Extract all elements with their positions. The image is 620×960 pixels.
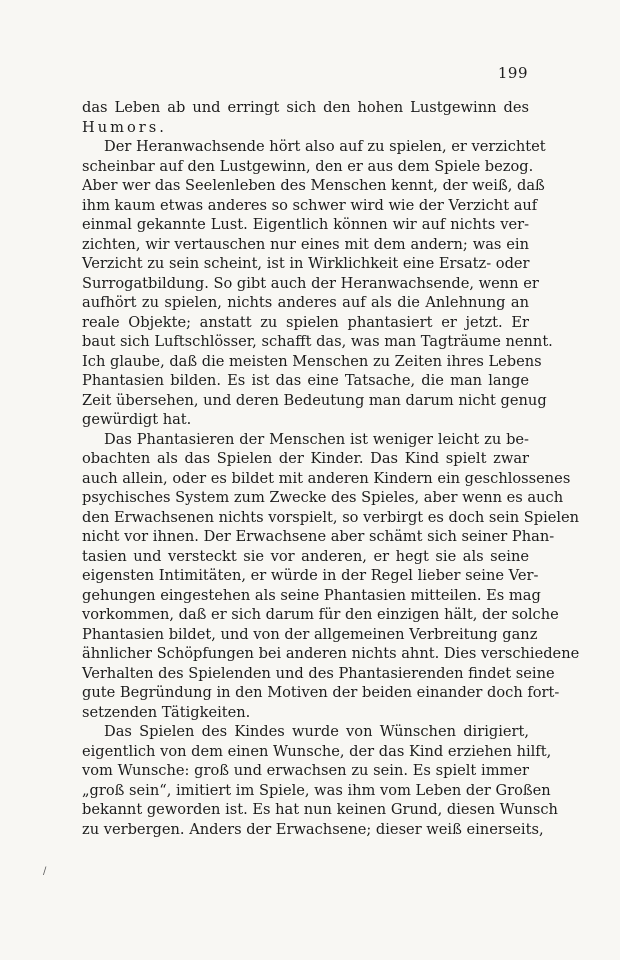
text-line: bekannt geworden ist. Es hat nun keinen Grund, diesen Wunsch	[82, 801, 558, 818]
text-line: vorkommen, daß er sich darum für den einzigen hält, der solche	[82, 606, 559, 623]
text-line: zichten, wir vertauschen nur eines mit dem andern; was ein	[82, 235, 529, 253]
text-line: setzenden Tätigkeiten.	[82, 703, 251, 721]
text-line: eigensten Intimitäten, er würde in der Regel lieber seine Ver-	[82, 567, 539, 584]
text-line: auch allein, oder es bildet mit anderen Kindern ein geschlossenes	[82, 469, 571, 487]
text-line: psychisches System zum Zwecke des Spieles, aber wenn es auch	[82, 489, 564, 506]
text-line: ihm kaum etwas anderes so schwer wird wie der Verzicht auf	[82, 196, 538, 214]
text-line: den Erwachsenen nichts vorspielt, so verbirgt es doch sein Spielen	[82, 508, 580, 526]
text-line: Zeit übersehen, und deren Bedeutung man darum nicht genug	[82, 391, 547, 409]
text-line: Humors.	[82, 118, 167, 136]
text-line: eigentlich von dem einen Wunsche, der das Kind erziehen hilft,	[82, 742, 552, 760]
text-line: tasien und versteckt sie vor anderen, er hegt sie als seine	[82, 547, 529, 565]
text-line: nicht vor ihnen. Der Erwachsene aber schämt sich seiner Phan-	[82, 528, 555, 545]
text-line: vom Wunsche: groß und erwachsen zu sein. Es spielt immer	[82, 762, 529, 779]
text-line: Phantasien bilden. Es ist das eine Tatsache, die man lange	[82, 372, 529, 389]
text-line: reale Objekte; anstatt zu spielen phantasiert er jetzt. Er	[82, 313, 529, 331]
text-line: Phantasien bildet, und von der allgemeinen Verbreitung ganz	[82, 625, 538, 643]
text-line: „groß sein“, imitiert im Spiele, was ihm vom Leben der Großen	[82, 781, 551, 799]
text-line: aufhört zu spielen, nichts anderes auf als die Anlehnung an	[82, 294, 529, 311]
page-number: 199	[497, 64, 528, 82]
text-line: Das Spielen des Kindes wurde von Wünschen dirigiert,	[104, 723, 529, 740]
body-text	[82, 98, 580, 839]
text-line: gute Begründung in den Motiven der beiden einander doch fort-	[82, 684, 560, 701]
text-line: Verzicht zu sein scheint, ist in Wirklichkeit eine Ersatz- oder	[82, 255, 530, 272]
text-line: Das Phantasieren der Menschen ist weniger leicht zu be-	[104, 430, 529, 448]
text-line: ähnlicher Schöpfungen bei anderen nichts ahnt. Dies verschiedene	[82, 645, 580, 662]
text-line: baut sich Luftschlösser, schafft das, was man Tagträume nennt.	[82, 333, 553, 350]
margin-mark: /	[43, 866, 47, 877]
text-line: Verhalten des Spielenden und des Phantasierenden findet seine	[82, 664, 555, 682]
text-line: zu verbergen. Anders der Erwachsene; dieser weiß einerseits,	[82, 820, 544, 838]
text-line: obachten als das Spielen der Kinder. Das Kind spielt zwar	[82, 450, 529, 467]
text-line: scheinbar auf den Lustgewinn, den er aus dem Spiele bezog.	[82, 157, 534, 175]
text-line: gehungen eingestehen als seine Phantasien mitteilen. Es mag	[82, 586, 541, 604]
text-line: das Leben ab und erringt sich den hohen Lustgewinn des	[82, 99, 529, 116]
text-line: einmal gekannte Lust. Eigentlich können wir auf nichts ver-	[82, 216, 529, 233]
text-line: Der Heranwachsende hört also auf zu spielen, er verzichtet	[104, 138, 546, 155]
text-line: Surrogatbildung. So gibt auch der Heranwachsende, wenn er	[82, 274, 539, 292]
text-line: Aber wer das Seelenleben des Menschen kennt, der weiß, daß	[82, 177, 545, 194]
text-line: Ich glaube, daß die meisten Menschen zu Zeiten ihres Lebens	[82, 352, 542, 370]
text-line: gewürdigt hat.	[82, 411, 192, 428]
